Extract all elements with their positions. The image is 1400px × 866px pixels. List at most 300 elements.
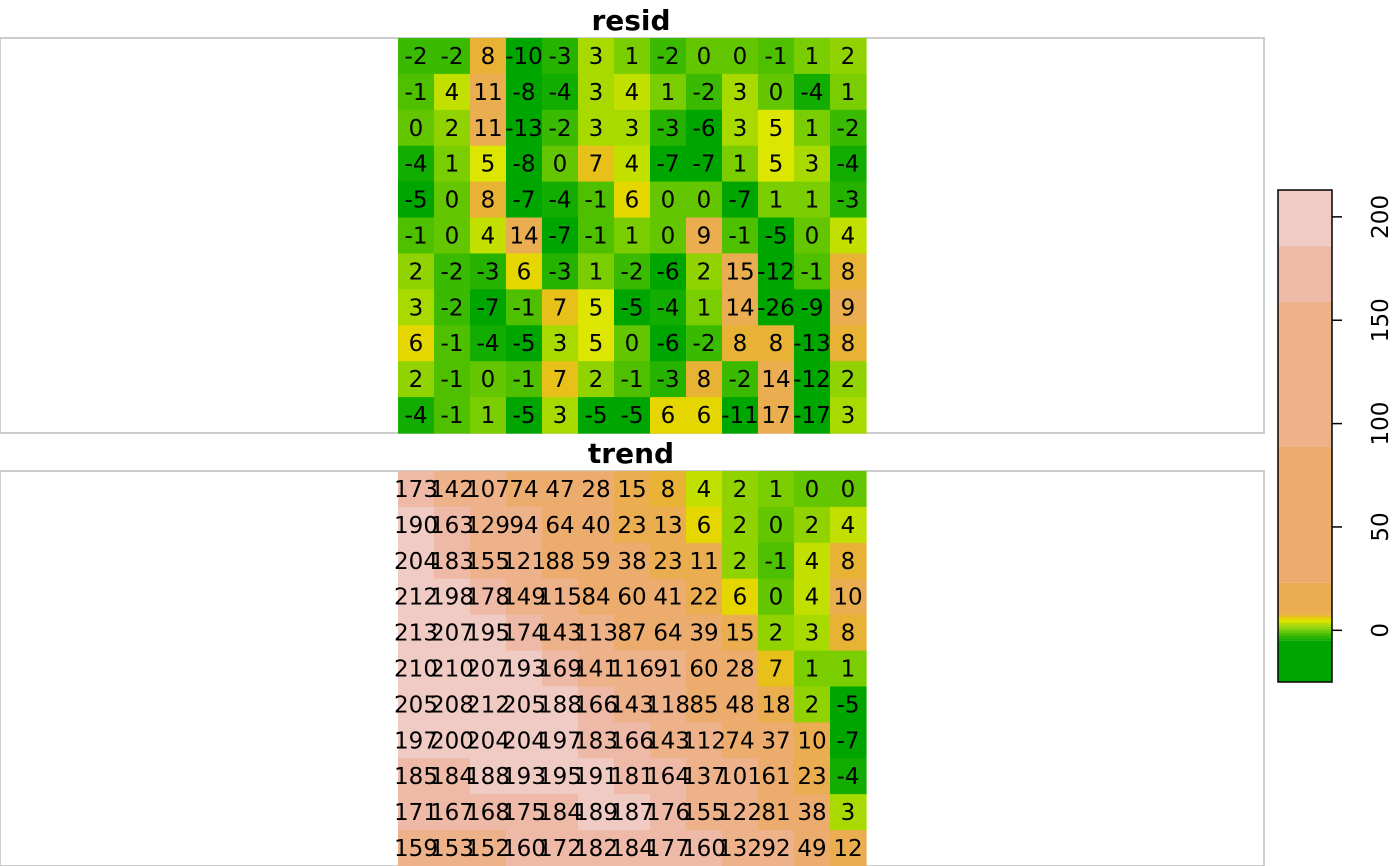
resid-cell-label: -2 (692, 331, 716, 358)
resid-cell-label: 6 (516, 259, 532, 286)
trend-cell-label: 181 (610, 764, 654, 791)
trend-cell-label: 6 (732, 584, 748, 611)
trend-cell-label: 137 (682, 764, 726, 791)
trend-cell-label: 177 (646, 836, 690, 863)
trend-cell-label: 4 (804, 548, 820, 575)
trend-cell-label: 163 (430, 512, 474, 539)
resid-cell-label: 3 (552, 331, 568, 358)
resid-cell-label: -2 (656, 43, 680, 70)
resid-cell-label: 1 (444, 151, 460, 178)
trend-cell-label: 85 (689, 692, 719, 719)
resid-cell-label: 0 (552, 151, 568, 178)
legend-tick-label: 200 (1368, 194, 1394, 239)
resid-cell-label: -5 (512, 403, 536, 430)
trend-cell-label: 1 (840, 656, 856, 683)
resid-cell-label: 3 (408, 295, 424, 322)
trend-cell-label: 207 (466, 656, 510, 683)
trend-cell-label: 204 (394, 548, 438, 575)
legend-band (1278, 641, 1332, 682)
resid-cell-label: 6 (696, 403, 712, 430)
resid-cell-label: 2 (696, 259, 712, 286)
resid-cell-label: 1 (804, 115, 820, 142)
trend-cell-label: 2 (768, 620, 784, 647)
trend-cell-label: 94 (509, 512, 539, 539)
trend-cell-label: 160 (502, 836, 546, 863)
resid-cell-label: 1 (588, 259, 604, 286)
trend-cell-label: 149 (502, 584, 546, 611)
resid-cell-label: -3 (836, 187, 860, 214)
resid-cell-label: 4 (480, 223, 496, 250)
resid-cell-label: -7 (656, 151, 680, 178)
resid-cell-label: -6 (692, 115, 716, 142)
legend-band (1278, 618, 1332, 620)
trend-cell-label: 84 (581, 584, 611, 611)
resid-cell-label: -17 (793, 403, 831, 430)
trend-cell-label: 87 (617, 620, 647, 647)
resid-cell-label: 2 (444, 115, 460, 142)
trend-cell-label: 153 (430, 836, 474, 863)
legend-band (1278, 616, 1332, 618)
resid-cell-label: -5 (584, 403, 608, 430)
resid-cell-label: 0 (768, 79, 784, 106)
resid-cell-label: 1 (732, 151, 748, 178)
trend-cell-label: 142 (430, 476, 474, 503)
trend-cell-label: 8 (840, 620, 856, 647)
panel-resid (0, 4, 1264, 434)
trend-cell-label: 198 (430, 584, 474, 611)
trend-cell-label: 8 (840, 548, 856, 575)
resid-cell-label: 0 (732, 43, 748, 70)
trend-cell-label: 1 (768, 476, 784, 503)
resid-cell-label: 8 (480, 187, 496, 214)
resid-cell-label: 17 (761, 403, 791, 430)
trend-cell-label: 22 (689, 584, 719, 611)
trend-cell-label: 74 (725, 728, 755, 755)
resid-cell-label: 8 (696, 367, 712, 394)
resid-cell-label: 3 (840, 403, 856, 430)
resid-cell-label: -4 (548, 187, 572, 214)
trend-cell-label: 210 (394, 656, 438, 683)
trend-cell-label: 169 (538, 656, 582, 683)
resid-cell-label: -2 (728, 367, 752, 394)
resid-cell-label: -3 (656, 367, 680, 394)
legend-bands (1278, 190, 1332, 682)
resid-cell-label: -8 (512, 79, 536, 106)
resid-cell-label: 8 (840, 331, 856, 358)
trend-cell-label: -5 (836, 692, 860, 719)
resid-cell-label: 0 (660, 187, 676, 214)
trend-cell-label: 10 (797, 728, 827, 755)
trend-cell-label: 183 (430, 548, 474, 575)
resid-cell-label: 0 (696, 187, 712, 214)
trend-cell-label: 141 (574, 656, 618, 683)
trend-cell-label: 11 (689, 548, 719, 575)
trend-cell-label: 143 (538, 620, 582, 647)
resid-cell-label: -10 (505, 43, 543, 70)
trend-cell-label: 176 (646, 800, 690, 827)
trend-cell-label: 61 (761, 764, 791, 791)
resid-cell-label: 3 (624, 115, 640, 142)
resid-cell-label: -2 (548, 115, 572, 142)
resid-cell-label: -6 (656, 331, 680, 358)
trend-cell-label: 37 (761, 728, 791, 755)
legend-band (1278, 632, 1332, 634)
resid-cell-label: -7 (548, 223, 572, 250)
resid-cell-label: 1 (696, 295, 712, 322)
resid-cell-label: 3 (732, 115, 748, 142)
trend-cell-label: 210 (430, 656, 474, 683)
legend-band (1278, 446, 1332, 582)
resid-cell-label: -4 (836, 151, 860, 178)
resid-cell-label: -7 (476, 295, 500, 322)
resid-cell-label: -2 (692, 79, 716, 106)
legend-tick-label: 50 (1368, 512, 1394, 542)
resid-cell-label: -12 (793, 367, 831, 394)
trend-cell-label: 184 (538, 800, 582, 827)
resid-cell-label: 11 (473, 115, 503, 142)
resid-cell-label: -2 (440, 259, 464, 286)
panel-title-resid: resid (591, 4, 671, 37)
resid-cell-label: -2 (620, 259, 644, 286)
trend-cell-label: 208 (430, 692, 474, 719)
trend-cell-label: 23 (617, 512, 647, 539)
trend-cell-label: 191 (574, 764, 618, 791)
resid-cell-label: 0 (444, 187, 460, 214)
resid-cell-label: -2 (440, 295, 464, 322)
resid-cell-label: 4 (624, 79, 640, 106)
trend-cell-label: 2 (732, 512, 748, 539)
resid-cell-label: 1 (660, 79, 676, 106)
resid-cell-label: 2 (840, 43, 856, 70)
resid-cell-label: 4 (444, 79, 460, 106)
trend-cell-label: 193 (502, 656, 546, 683)
trend-cell-label: 143 (646, 728, 690, 755)
resid-cell-label: 7 (552, 367, 568, 394)
trend-cell-label: 23 (653, 548, 683, 575)
resid-cell-label: -5 (620, 295, 644, 322)
trend-cell-label: 171 (394, 800, 438, 827)
resid-cell-label: 5 (768, 151, 784, 178)
trend-cell-label: 59 (581, 548, 611, 575)
trend-cell-label: 60 (617, 584, 647, 611)
trend-cell-label: 160 (682, 836, 726, 863)
resid-cell-label: 8 (840, 259, 856, 286)
trend-cell-label: 172 (538, 836, 582, 863)
trend-cell-label: 112 (682, 728, 726, 755)
trend-cell-label: 184 (610, 836, 654, 863)
trend-cell-label: 0 (768, 512, 784, 539)
resid-cell-label: -2 (404, 43, 428, 70)
trend-cell-label: 92 (761, 836, 791, 863)
trend-cell-label: 195 (538, 764, 582, 791)
legend-band (1278, 630, 1332, 632)
trend-cell-label: 4 (696, 476, 712, 503)
resid-cell-label: 5 (480, 151, 496, 178)
legend-band (1278, 639, 1332, 641)
resid-cell-label: -1 (404, 223, 428, 250)
trend-cell-label: 166 (610, 728, 654, 755)
trend-cell-label: 4 (840, 512, 856, 539)
trend-cell-label: 64 (545, 512, 575, 539)
resid-cell-label: -1 (512, 295, 536, 322)
trend-cell-label: 182 (574, 836, 618, 863)
panel-trend (0, 437, 1264, 866)
trend-cell-label: 212 (466, 692, 510, 719)
trend-cell-label: 122 (718, 800, 762, 827)
resid-cell-label: -3 (548, 43, 572, 70)
trend-cell-label: 188 (538, 692, 582, 719)
resid-cell-label: -2 (440, 43, 464, 70)
legend-band (1278, 614, 1332, 616)
trend-cell-label: 101 (718, 764, 762, 791)
panel-title-trend: trend (587, 437, 675, 470)
resid-cell-label: 0 (408, 115, 424, 142)
resid-cell-label: 5 (588, 331, 604, 358)
trend-cell-label: 193 (502, 764, 546, 791)
resid-cell-label: 14 (761, 367, 791, 394)
legend-tick-label: 0 (1368, 622, 1394, 638)
trend-cell-label: 4 (804, 584, 820, 611)
legend-band (1278, 190, 1332, 246)
resid-cell-label: -5 (764, 223, 788, 250)
legend-band (1278, 634, 1332, 636)
trend-cell-label: 15 (617, 476, 647, 503)
resid-cell-label: -1 (800, 259, 824, 286)
trend-cell-label: 10 (833, 584, 863, 611)
resid-cell-label: 9 (840, 295, 856, 322)
resid-cell-label: -8 (512, 151, 536, 178)
resid-cell-label: -1 (440, 403, 464, 430)
resid-cell-label: 2 (840, 367, 856, 394)
trend-cell-label: 28 (581, 476, 611, 503)
resid-cell-label: -7 (512, 187, 536, 214)
trend-cell-label: 143 (610, 692, 654, 719)
legend-band (1278, 620, 1332, 622)
resid-cell-label: -7 (728, 187, 752, 214)
trend-cell-label: 40 (581, 512, 611, 539)
trend-cell-label: 3 (804, 620, 820, 647)
resid-cell-label: -1 (440, 331, 464, 358)
trend-cell-label: 41 (653, 584, 683, 611)
trend-cell-label: 118 (646, 692, 690, 719)
trend-cell-label: 205 (394, 692, 438, 719)
trend-cell-label: 155 (682, 800, 726, 827)
trend-cell-label: 116 (610, 656, 654, 683)
trend-cell-label: 200 (430, 728, 474, 755)
trend-cell-label: 205 (502, 692, 546, 719)
legend-band (1278, 246, 1332, 302)
trend-cell-label: 18 (761, 692, 791, 719)
trend-cell-label: 159 (394, 836, 438, 863)
trend-cell-label: 47 (545, 476, 575, 503)
trend-cell-label: -7 (836, 728, 860, 755)
resid-cell-label: -1 (728, 223, 752, 250)
resid-cell-label: 1 (624, 43, 640, 70)
resid-cell-label: 3 (588, 115, 604, 142)
trend-cell-label: 190 (394, 512, 438, 539)
resid-cell-label: 14 (509, 223, 539, 250)
resid-cell-label: -1 (512, 367, 536, 394)
trend-cell-label: 207 (430, 620, 474, 647)
resid-cell-label: 6 (408, 331, 424, 358)
resid-cell-label: 5 (768, 115, 784, 142)
trend-cell-label: 155 (466, 548, 510, 575)
resid-cell-label: 4 (840, 223, 856, 250)
resid-cell-label: -26 (757, 295, 795, 322)
trend-cell-label: 88 (545, 548, 575, 575)
resid-cell-label: -1 (584, 223, 608, 250)
resid-cell-label: 1 (804, 187, 820, 214)
trend-cell-label: -4 (836, 764, 860, 791)
trend-cell-label: 183 (574, 728, 618, 755)
resid-cell-label: -3 (476, 259, 500, 286)
legend-band (1278, 628, 1332, 630)
resid-cell-label: 7 (588, 151, 604, 178)
color-legend (1278, 190, 1394, 682)
resid-cell-label: -1 (584, 187, 608, 214)
resid-cell-label: 0 (444, 223, 460, 250)
resid-cell-label: -5 (620, 403, 644, 430)
trend-cell-label: 7 (768, 656, 784, 683)
resid-cell-label: 3 (804, 151, 820, 178)
trend-cell-label: 167 (430, 800, 474, 827)
resid-cell-label: 7 (552, 295, 568, 322)
legend-band (1278, 624, 1332, 626)
resid-cell-label: -4 (800, 79, 824, 106)
trend-cell-label: 189 (574, 800, 618, 827)
trend-cell-label: 2 (804, 692, 820, 719)
trend-cell-label: 38 (797, 800, 827, 827)
resid-cell-label: -4 (404, 403, 428, 430)
trend-cell-label: 6 (696, 512, 712, 539)
trend-cell-label: 0 (804, 476, 820, 503)
trend-cell-label: 23 (797, 764, 827, 791)
trend-cell-label: 184 (430, 764, 474, 791)
legend-band (1278, 626, 1332, 628)
legend-tick-label: 150 (1368, 298, 1394, 343)
trend-cell-label: 1 (804, 656, 820, 683)
trend-cell-label: -1 (764, 548, 788, 575)
resid-cell-label: 5 (588, 295, 604, 322)
trend-cell-label: 107 (466, 476, 510, 503)
resid-cell-label: -4 (404, 151, 428, 178)
trend-cell-label: 188 (466, 764, 510, 791)
trend-cell-label: 49 (797, 836, 827, 863)
trend-cell-label: 2 (804, 512, 820, 539)
resid-cell-label: -13 (505, 115, 543, 142)
trend-cell-label: 0 (840, 476, 856, 503)
trend-cell-label: 173 (394, 476, 438, 503)
trend-cell-label: 197 (538, 728, 582, 755)
trend-cell-label: 164 (646, 764, 690, 791)
resid-cell-label: 0 (660, 223, 676, 250)
trend-cell-label: 132 (718, 836, 762, 863)
resid-cell-label: 15 (725, 259, 755, 286)
resid-cell-label: 0 (480, 367, 496, 394)
legend-band (1278, 302, 1332, 447)
trend-cell-label: 178 (466, 584, 510, 611)
resid-cell-label: -4 (656, 295, 680, 322)
resid-cell-label: -7 (692, 151, 716, 178)
trend-cell-label: 152 (466, 836, 510, 863)
trend-cell-label: 166 (574, 692, 618, 719)
trend-cell-label: 175 (502, 800, 546, 827)
trend-cell-label: 168 (466, 800, 510, 827)
resid-cell-label: -1 (440, 367, 464, 394)
resid-cell-label: 6 (660, 403, 676, 430)
resid-cell-label: -2 (836, 115, 860, 142)
trend-cell-label: 197 (394, 728, 438, 755)
resid-cell-label: 9 (696, 223, 712, 250)
resid-cell-label: 0 (804, 223, 820, 250)
resid-cell-label: -13 (793, 331, 831, 358)
resid-cell-label: -6 (656, 259, 680, 286)
trend-cell-label: 174 (502, 620, 546, 647)
resid-cell-label: 3 (588, 43, 604, 70)
resid-cell-label: -1 (764, 43, 788, 70)
resid-cell-label: -3 (656, 115, 680, 142)
resid-cell-label: 0 (624, 331, 640, 358)
resid-cell-label: -3 (548, 259, 572, 286)
trend-cell-label: 91 (653, 656, 683, 683)
resid-cell-label: 1 (804, 43, 820, 70)
trend-cell-label: 213 (394, 620, 438, 647)
trend-cell-label: 81 (761, 800, 791, 827)
legend-band (1278, 622, 1332, 624)
legend-tick-label: 100 (1368, 401, 1394, 446)
resid-cell-label: -4 (548, 79, 572, 106)
resid-cell-label: 2 (588, 367, 604, 394)
resid-cell-label: 11 (473, 79, 503, 106)
trend-cell-label: 212 (394, 584, 438, 611)
resid-cell-label: -5 (404, 187, 428, 214)
trend-cell-label: 8 (660, 476, 676, 503)
resid-cell-label: 2 (408, 259, 424, 286)
trend-cell-label: 39 (689, 620, 719, 647)
resid-cell-label: 1 (624, 223, 640, 250)
trend-cell-label: 2 (732, 476, 748, 503)
trend-cell-label: 204 (502, 728, 546, 755)
resid-cell-label: 3 (588, 79, 604, 106)
resid-cell-label: -4 (476, 331, 500, 358)
resid-cell-label: 3 (552, 403, 568, 430)
trend-cell-label: 64 (653, 620, 683, 647)
trend-cell-label: 3 (840, 800, 856, 827)
resid-cell-label: 6 (624, 187, 640, 214)
resid-cell-label: -12 (757, 259, 795, 286)
resid-cell-label: 8 (768, 331, 784, 358)
legend-ticks (1332, 195, 1394, 638)
trend-cell-label: 48 (725, 692, 755, 719)
trend-cell-label: 129 (466, 512, 510, 539)
resid-cell-label: 2 (408, 367, 424, 394)
trend-cell-label: 187 (610, 800, 654, 827)
trend-cell-label: 195 (466, 620, 510, 647)
trend-cell-label: 13 (653, 512, 683, 539)
trend-cell-label: 185 (394, 764, 438, 791)
trend-cell-label: 121 (502, 548, 546, 575)
trend-cell-label: 0 (768, 584, 784, 611)
trend-cell-label: 15 (725, 620, 755, 647)
resid-cell-label: 0 (696, 43, 712, 70)
resid-cell-label: 4 (624, 151, 640, 178)
trend-cell-label: 28 (725, 656, 755, 683)
trend-cell-label: 113 (574, 620, 618, 647)
resid-cell-label: 14 (725, 295, 755, 322)
trend-cell-label: 38 (617, 548, 647, 575)
resid-cell-label: -11 (721, 403, 759, 430)
resid-cell-label: 8 (480, 43, 496, 70)
